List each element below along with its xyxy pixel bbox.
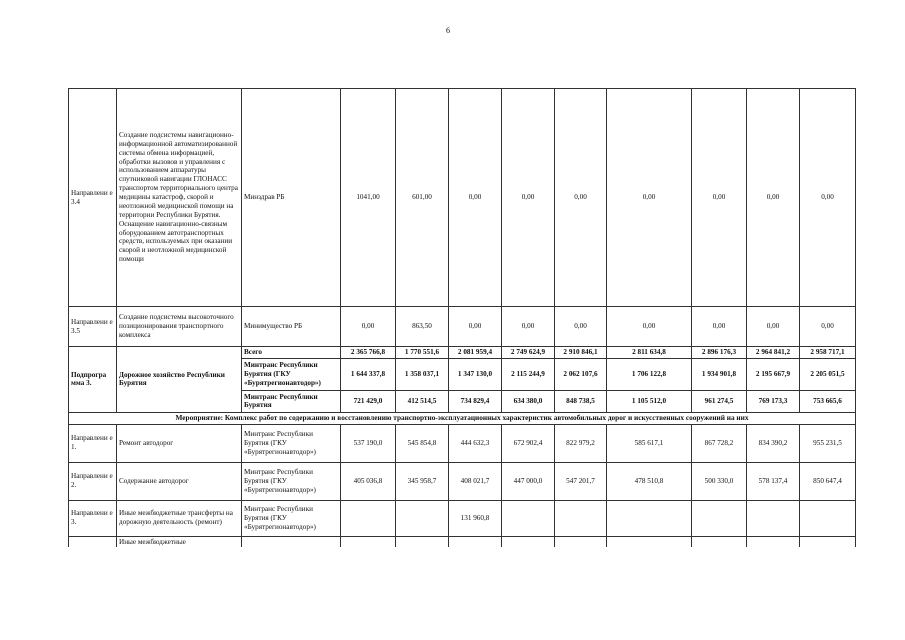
value-cell: 822 979,2 — [555, 424, 607, 462]
row-code: Направлени е 1. — [69, 424, 117, 462]
value-cell: 2 195 667,9 — [747, 358, 800, 390]
value-cell: 734 829,4 — [449, 390, 502, 412]
value-cell: 753 665,6 — [800, 390, 856, 412]
value-cell: 672 902,4 — [502, 424, 555, 462]
table-row-direction-3 — [69, 500, 856, 536]
value-cell: 2 896 176,3 — [692, 347, 747, 359]
value-cell — [341, 500, 396, 536]
table-row-3-5 — [69, 307, 856, 347]
value-cell: 601,00 — [396, 89, 449, 307]
table-row-direction-2 — [69, 462, 856, 500]
value-cell: 1 934 901,8 — [692, 358, 747, 390]
subprogram-name: Дорожное хозяйство Республики Бурятия — [117, 347, 242, 413]
value-cell: 0,00 — [502, 89, 555, 307]
value-cell: 131 960,8 — [449, 500, 502, 536]
value-cell: 0,00 — [449, 307, 502, 347]
value-cell: 478 510,8 — [607, 462, 692, 500]
value-cell — [555, 500, 607, 536]
value-cell: 2 062 107,6 — [555, 358, 607, 390]
subprogram-code: Подпрогра мма 3. — [69, 347, 117, 413]
value-cell: 2 365 766,8 — [341, 347, 396, 359]
value-cell: 412 514,5 — [396, 390, 449, 412]
value-cell: 405 036,8 — [341, 462, 396, 500]
value-cell: 863,50 — [396, 307, 449, 347]
value-cell: 867 728,2 — [692, 424, 747, 462]
row-name: Создание подсистемы высокоточного позиционирования транспортного комплекса — [117, 307, 242, 347]
value-cell: 0,00 — [747, 307, 800, 347]
row-code: Направлени е 3. — [69, 500, 117, 536]
row-executor: Минтранс Республики Бурятия (ГКУ «Бурятрегионавтодор») — [242, 462, 341, 500]
value-cell: 0,00 — [747, 89, 800, 307]
row-executor: Минтранс Республики Бурятия (ГКУ «Бурятрегионавтодор») — [242, 500, 341, 536]
page-number: 6 — [446, 26, 450, 35]
value-cell — [396, 500, 449, 536]
value-cell: 1041,00 — [341, 89, 396, 307]
row-code: Направлени е 3.5 — [69, 307, 117, 347]
table-row-direction-1 — [69, 424, 856, 462]
program-funding-table — [68, 88, 856, 547]
row-name — [117, 536, 242, 547]
value-cell: 585 617,1 — [607, 424, 692, 462]
value-cell — [800, 500, 856, 536]
value-cell: 1 706 122,8 — [607, 358, 692, 390]
value-cell: 0,00 — [607, 89, 692, 307]
row-name: Создание подсистемы навигационно-информационной автоматизированной системы обмена информацией, обработки вызовов и управления с использованием аппаратуры спутниковой навигации ГЛОНАСС транспортом территориального центра медицины катастроф, скорой и неотложной медицинской помощи на территории Республики Бурятия. Оснащение навигационно-связным оборудованием автотранспортных средств, используемых при оказании скорой и неотложной медицинской помощи — [117, 89, 242, 307]
event-title: Мероприятие: Комплекс работ по содержанию и восстановлению транспортно-эксплуатационных характеристик автомобильных дорог и искусственных сооружений на них — [69, 412, 856, 424]
value-cell: 961 274,5 — [692, 390, 747, 412]
value-cell: 0,00 — [555, 89, 607, 307]
row-executor: Минтранс Республики Бурятия (ГКУ «Бурятрегионавтодор») — [242, 424, 341, 462]
value-cell: 545 854,8 — [396, 424, 449, 462]
value-cell: 850 647,4 — [800, 462, 856, 500]
value-cell: 0,00 — [800, 307, 856, 347]
value-cell: 2 115 244,9 — [502, 358, 555, 390]
row-executor: Минтранс Республики Бурятия — [242, 390, 341, 412]
value-cell: 345 958,7 — [396, 462, 449, 500]
value-cell: 0,00 — [555, 307, 607, 347]
value-cell: 0,00 — [800, 89, 856, 307]
value-cell: 537 190,0 — [341, 424, 396, 462]
row-executor: Минтранс Республики Бурятия (ГКУ «Бурятрегионавтодор») — [242, 358, 341, 390]
value-cell: 634 380,0 — [502, 390, 555, 412]
row-name: Иные межбюджетные трансферты на дорожную деятельность (ремонт) — [117, 500, 242, 536]
value-cell: 1 105 512,0 — [607, 390, 692, 412]
value-cell — [607, 500, 692, 536]
value-cell: 447 000,0 — [502, 462, 555, 500]
value-cell: 0,00 — [449, 89, 502, 307]
value-cell: 769 173,3 — [747, 390, 800, 412]
value-cell: 0,00 — [692, 307, 747, 347]
value-cell: 834 390,2 — [747, 424, 800, 462]
value-cell: 0,00 — [341, 307, 396, 347]
row-name-text: Иные межбюджетные — [119, 537, 186, 546]
row-code: Направлени е 3.4 — [69, 89, 117, 307]
value-cell: 955 231,5 — [800, 424, 856, 462]
table-row-subprogram-total — [69, 347, 856, 359]
value-cell: 1 358 037,1 — [396, 358, 449, 390]
row-executor: Минздрав РБ — [242, 89, 341, 307]
row-code: Направлени е 2. — [69, 462, 117, 500]
value-cell: 2 811 634,8 — [607, 347, 692, 359]
table-row-event — [69, 412, 856, 424]
value-cell: 2 910 846,1 — [555, 347, 607, 359]
value-cell — [692, 500, 747, 536]
value-cell: 578 137,4 — [747, 462, 800, 500]
value-cell: 500 330,0 — [692, 462, 747, 500]
value-cell: 0,00 — [607, 307, 692, 347]
value-cell: 1 770 551,6 — [396, 347, 449, 359]
value-cell: 848 738,5 — [555, 390, 607, 412]
table-row-direction-4-partial — [69, 536, 856, 547]
row-name: Ремонт автодорог — [117, 424, 242, 462]
row-name: Содержание автодорог — [117, 462, 242, 500]
row-executor: Всего — [242, 347, 341, 359]
value-cell: 0,00 — [692, 89, 747, 307]
value-cell: 2 081 959,4 — [449, 347, 502, 359]
value-cell: 1 347 130,0 — [449, 358, 502, 390]
value-cell: 2 964 841,2 — [747, 347, 800, 359]
value-cell — [747, 500, 800, 536]
value-cell — [502, 500, 555, 536]
value-cell: 1 644 337,8 — [341, 358, 396, 390]
value-cell: 2 205 051,5 — [800, 358, 856, 390]
row-executor: Минимущество РБ — [242, 307, 341, 347]
value-cell: 408 021,7 — [449, 462, 502, 500]
value-cell: 2 958 717,1 — [800, 347, 856, 359]
value-cell: 0,00 — [502, 307, 555, 347]
value-cell: 547 201,7 — [555, 462, 607, 500]
value-cell: 721 429,0 — [341, 390, 396, 412]
value-cell: 2 749 624,9 — [502, 347, 555, 359]
table-row-3-4 — [69, 89, 856, 307]
value-cell: 444 632,3 — [449, 424, 502, 462]
